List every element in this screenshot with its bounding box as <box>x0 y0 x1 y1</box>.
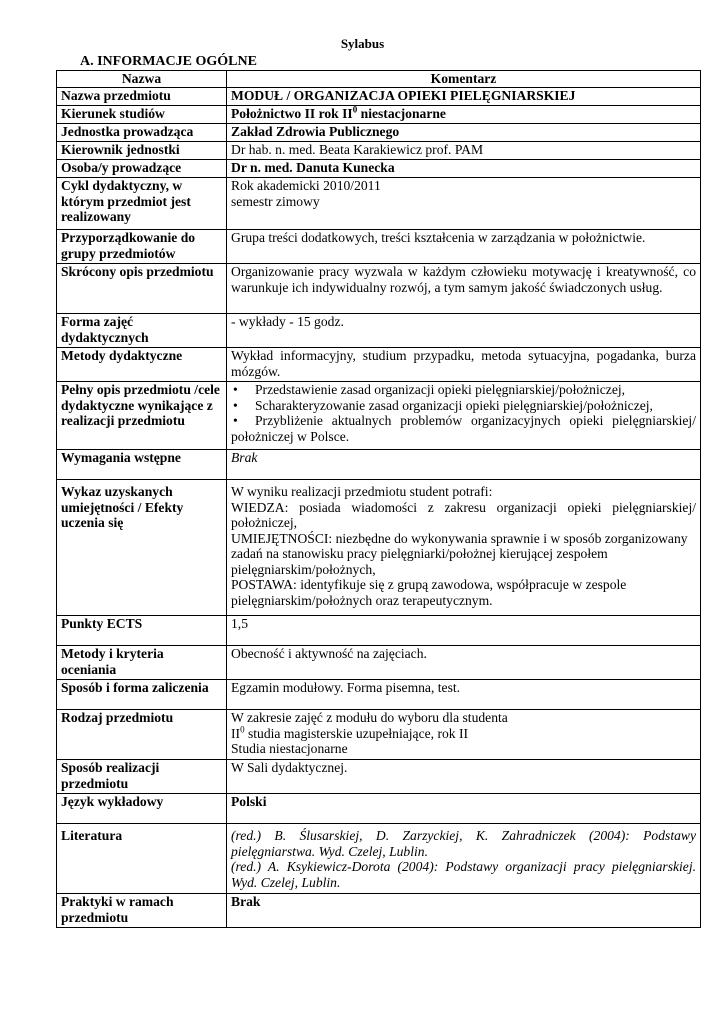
syllabus-table <box>56 70 701 928</box>
row-value: MODUŁ / ORGANIZACJA OPIEKI PIELĘGNIARSKIEJ <box>227 88 701 106</box>
document-title: Sylabus <box>340 36 385 51</box>
cykl-line: semestr zimowy <box>231 193 320 209</box>
table-row <box>57 646 701 680</box>
rodzaj-text: II <box>231 725 241 741</box>
row-value: Brak <box>227 450 701 480</box>
kierunek-suffix: niestacjonarne <box>357 106 446 121</box>
table-row <box>57 124 701 142</box>
row-label: Punkty ECTS <box>57 616 227 646</box>
table-row <box>57 710 701 760</box>
kierunek-sup: 0 <box>352 104 358 115</box>
rodzaj-line: W zakresie zajęć z modułu do wyboru dla studenta <box>231 710 508 725</box>
table-row <box>57 178 701 230</box>
row-label: Wymagania wstępne <box>57 450 227 480</box>
row-label: Metody i kryteria oceniania <box>57 646 227 680</box>
row-label: Język wykładowy <box>57 794 227 824</box>
row-value <box>227 480 701 616</box>
table-row <box>57 160 701 178</box>
row-value: Dr n. med. Danuta Kunecka <box>227 160 701 178</box>
row-label: Jednostka prowadząca <box>57 124 227 142</box>
bullet: • <box>233 382 238 397</box>
row-label: Skrócony opis przedmiotu <box>57 264 227 314</box>
row-label: Metody dydaktyczne <box>57 348 227 382</box>
row-value: Zakład Zdrowia Publicznego <box>227 124 701 142</box>
row-label: Nazwa przedmiotu <box>57 88 227 106</box>
bullet: • <box>233 413 238 428</box>
table-header-row <box>57 71 701 88</box>
list-item <box>231 382 696 398</box>
row-label: Kierownik jednostki <box>57 142 227 160</box>
wykaz-line: POSTAWA: identyfikuje się z grupą zawodowa, współpracuje w zespole pielęgniarskim/położnych oraz terapeutycznym. <box>231 577 627 608</box>
row-value: Grupa treści dodatkowych, treści kształcenia w zarządzania w położnictwie. <box>227 230 701 264</box>
row-label: Sposób realizacji przedmiotu <box>57 760 227 794</box>
row-value: Organizowanie pracy wyzwala w każdym człowieku motywację i kreatywność, co warunkuje ich indywidualny rozwój, a tym samym jakość świadczonych usług. <box>227 264 701 314</box>
row-label: Praktyki w ramach przedmiotu <box>57 894 227 928</box>
row-label: Sposób i forma zaliczenia <box>57 680 227 710</box>
row-label: Literatura <box>57 824 227 894</box>
row-value: Obecność i aktywność na zajęciach. <box>227 646 701 680</box>
table-row <box>57 348 701 382</box>
list-item-text: Przybliżenie aktualnych problemów organizacyjnych opieki pielęgniarskiej/ położniczej w Polsce. <box>231 413 696 444</box>
cykl-line: Rok akademicki 2010/2011 <box>231 178 381 193</box>
row-label: Kierunek studiów <box>57 106 227 124</box>
kierunek-text: Położnictwo II rok II <box>231 106 353 121</box>
wykaz-line: UMIEJĘTNOŚCI: niezbędne do wykonywania sprawnie i w sposób zorganizowany zadań na stanowisku pracy pielęgniarki/położnej kierującej zespołem pielęgniarskim/położnych, <box>231 530 688 577</box>
table-row <box>57 142 701 160</box>
list-item <box>231 413 696 444</box>
row-value: - wykłady - 15 godz. <box>227 314 701 348</box>
rodzaj-sup: 0 <box>240 723 245 734</box>
table-row <box>57 894 701 928</box>
list-item <box>231 398 696 414</box>
row-value: Polski <box>227 794 701 824</box>
row-label: Przyporządkowanie do grupy przedmiotów <box>57 230 227 264</box>
wykaz-line: WIEDZA: posiada wiadomości z zakresu organizacji opieki pielęgniarskiej/ położniczej, <box>231 499 696 530</box>
table-row <box>57 794 701 824</box>
table-row <box>57 230 701 264</box>
bullet: • <box>233 397 238 413</box>
row-value <box>227 106 701 124</box>
table-row <box>57 616 701 646</box>
rodzaj-line: Studia niestacjonarne <box>231 741 348 756</box>
row-label: Forma zajęć dydaktycznych <box>57 314 227 348</box>
list-item-text: Przedstawienie zasad organizacji opieki pielęgniarskiej/położniczej, <box>255 382 626 397</box>
header-komentarz: Komentarz <box>227 71 701 88</box>
wykaz-line: W wyniku realizacji przedmiotu student potrafi: <box>231 484 493 499</box>
row-label: Pełny opis przedmiotu /cele dydaktyczne wynikające z realizacji przedmiotu <box>57 382 227 450</box>
table-row <box>57 480 701 616</box>
table-row <box>57 264 701 314</box>
section-heading: A. INFORMACJE OGÓLNE <box>80 54 257 69</box>
row-label: Wykaz uzyskanych umiejętności / Efekty uczenia się <box>57 480 227 616</box>
row-value: Brak <box>227 894 701 928</box>
table-row <box>57 450 701 480</box>
row-label: Cykl dydaktyczny, w którym przedmiot jest realizowany <box>57 178 227 230</box>
table-row <box>57 824 701 894</box>
table-row <box>57 760 701 794</box>
list-item-text: Scharakteryzowanie zasad organizacji opieki pielęgniarskiej/położniczej, <box>255 397 653 413</box>
table-row <box>57 680 701 710</box>
rodzaj-suffix: studia magisterskie uzupełniające, rok II <box>244 725 469 741</box>
table-row <box>57 314 701 348</box>
row-value <box>227 178 701 230</box>
row-value: 1,5 <box>227 616 701 646</box>
row-value <box>227 382 701 450</box>
row-value <box>227 710 701 760</box>
row-value: W Sali dydaktycznej. <box>227 760 701 794</box>
header-nazwa: Nazwa <box>57 71 227 88</box>
row-label: Rodzaj przedmiotu <box>57 710 227 760</box>
row-value: Dr hab. n. med. Beata Karakiewicz prof. PAM <box>227 142 701 160</box>
row-value: Wykład informacyjny, studium przypadku, metoda sytuacyjna, pogadanka, burza mózgów. <box>227 348 701 382</box>
literatura-item: (red.) B. Ślusarskiej, D. Zarzyckiej, K. Zahradniczek (2004): Podstawy pielęgniarstwa. Wyd. Czelej, Lublin. <box>231 828 696 859</box>
rodzaj-line <box>231 723 696 742</box>
table-row <box>57 106 701 124</box>
row-value: Egzamin modułowy. Forma pisemna, test. <box>227 680 701 710</box>
row-label: Osoba/y prowadzące <box>57 160 227 178</box>
literatura-item: (red.) A. Ksykiewicz-Dorota (2004): Podstawy organizacji pracy pielęgniarskiej. Wyd. Czelej, Lublin. <box>231 859 696 890</box>
row-value <box>227 824 701 894</box>
table-row <box>57 382 701 450</box>
table-row <box>57 88 701 106</box>
